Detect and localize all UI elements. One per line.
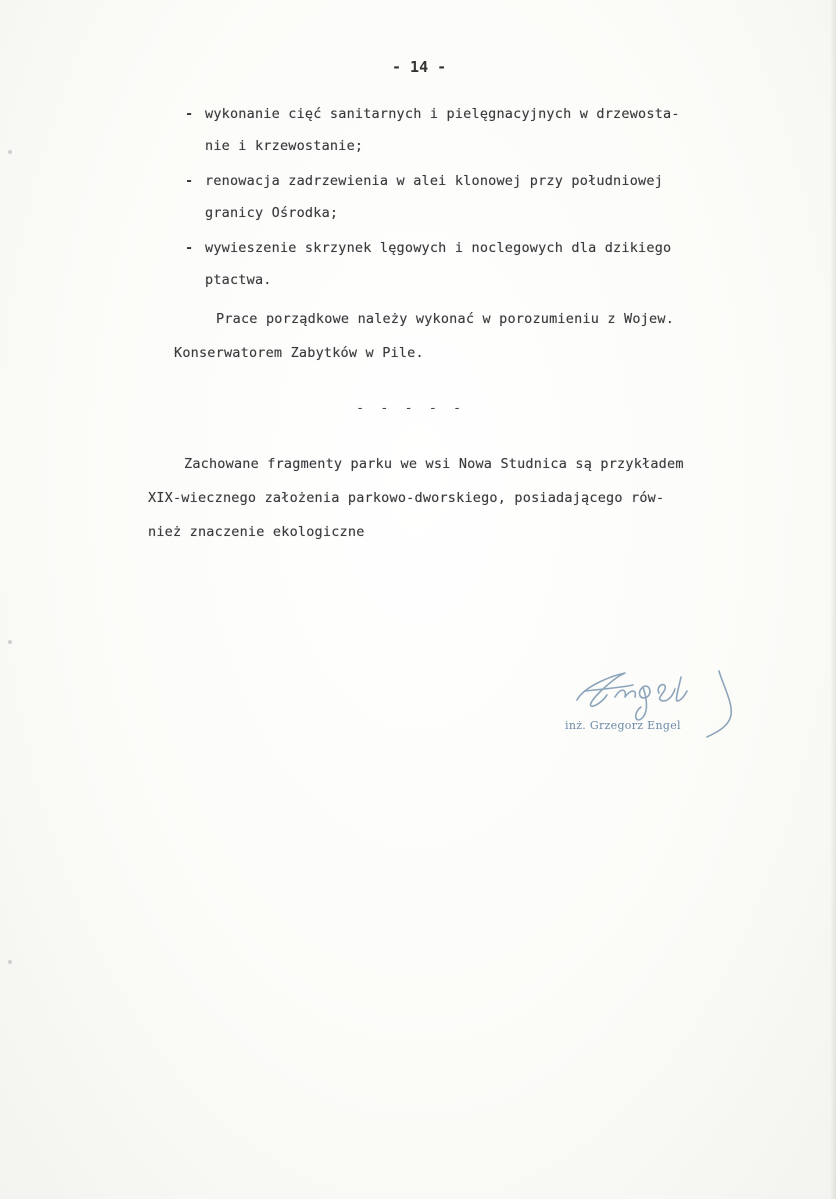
paragraph-1-line-1: Prace porządkowe należy wykonać w porozumieniu z Wojew. bbox=[216, 311, 675, 327]
page-number: - 14 - bbox=[392, 58, 447, 76]
bullet-1-line-2: nie i krzewostanie; bbox=[205, 138, 364, 154]
bullet-dash: - bbox=[185, 240, 194, 256]
handwritten-signature-icon bbox=[555, 655, 755, 765]
bullet-2-line-2: granicy Ośrodka; bbox=[205, 205, 339, 221]
paragraph-2-line-1: Zachowane fragmenty parku we wsi Nowa Studnica są przykładem bbox=[184, 456, 684, 472]
signature-block bbox=[555, 655, 755, 765]
section-separator: - - - - - bbox=[356, 400, 466, 416]
bullet-dash: - bbox=[185, 106, 194, 122]
bullet-3-line-1: wywieszenie skrzynek lęgowych i noclegowych dla dzikiego bbox=[205, 240, 672, 256]
paragraph-2-line-3: nież znaczenie ekologiczne bbox=[148, 524, 365, 540]
punch-hole-mark bbox=[8, 960, 12, 964]
paragraph-2-line-2: XIX-wiecznego założenia parkowo-dworskiego, posiadającego rów- bbox=[148, 490, 665, 506]
page-edge-shadow bbox=[830, 0, 836, 1199]
punch-hole-mark bbox=[8, 640, 12, 644]
bullet-3-line-2: ptactwa. bbox=[205, 272, 272, 288]
bullet-1-line-1: wykonanie cięć sanitarnych i pielęgnacyjnych w drzewosta- bbox=[205, 106, 680, 122]
signature-stamp-name: inż. Grzegorz Engel bbox=[565, 719, 681, 732]
punch-hole-mark bbox=[8, 150, 12, 154]
paragraph-1-line-2: Konserwatorem Zabytków w Pile. bbox=[174, 345, 424, 361]
bullet-2-line-1: renowacja zadrzewienia w alei klonowej przy południowej bbox=[205, 173, 664, 189]
bullet-dash: - bbox=[185, 173, 194, 189]
